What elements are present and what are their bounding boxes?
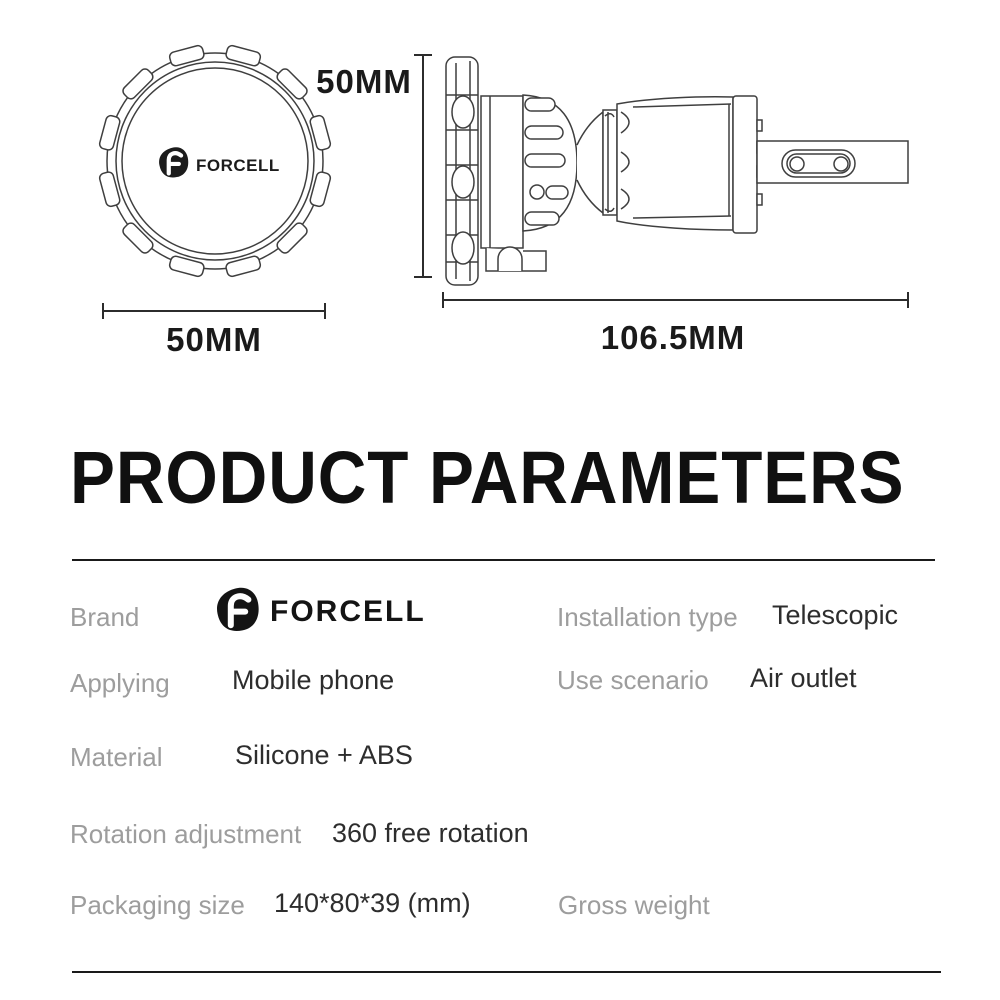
brand-logo-wordmark: FORCELL <box>270 595 426 628</box>
brand-value-logo <box>214 584 434 636</box>
use-scenario-label: Use scenario <box>557 665 709 695</box>
forcell-logo-icon <box>214 584 434 636</box>
installation-type-value: Telescopic <box>772 600 899 630</box>
material-label: Material <box>70 742 163 772</box>
side-length-dimension-label: 106.5MM <box>600 319 746 356</box>
bottom-divider <box>72 971 941 973</box>
side-view-drawing <box>446 57 908 285</box>
material-value: Silicone + ABS <box>235 740 413 770</box>
use-scenario-value: Air outlet <box>750 663 857 693</box>
installation-type-label: Installation type <box>557 602 738 632</box>
packaging-size-label: Packaging size <box>70 890 245 920</box>
applying-label: Applying <box>70 668 170 698</box>
top-divider <box>72 559 935 561</box>
rotation-adjustment-label: Rotation adjustment <box>70 819 302 849</box>
packaging-size-value: 140*80*39 (mm) <box>274 888 471 918</box>
front-logo-wordmark: FORCELL <box>196 156 280 175</box>
page-title: PRODUCT PARAMETERS <box>70 436 905 519</box>
rotation-adjustment-value: 360 free rotation <box>332 818 529 848</box>
side-height-dimension-label: 50MM <box>316 63 412 100</box>
gross-weight-label: Gross weight <box>558 890 710 920</box>
brand-label: Brand <box>70 602 140 632</box>
front-width-dimension-label: 50MM <box>166 321 262 358</box>
front-view-drawing <box>99 45 332 278</box>
product-diagram <box>0 0 1000 380</box>
applying-value: Mobile phone <box>232 665 395 695</box>
